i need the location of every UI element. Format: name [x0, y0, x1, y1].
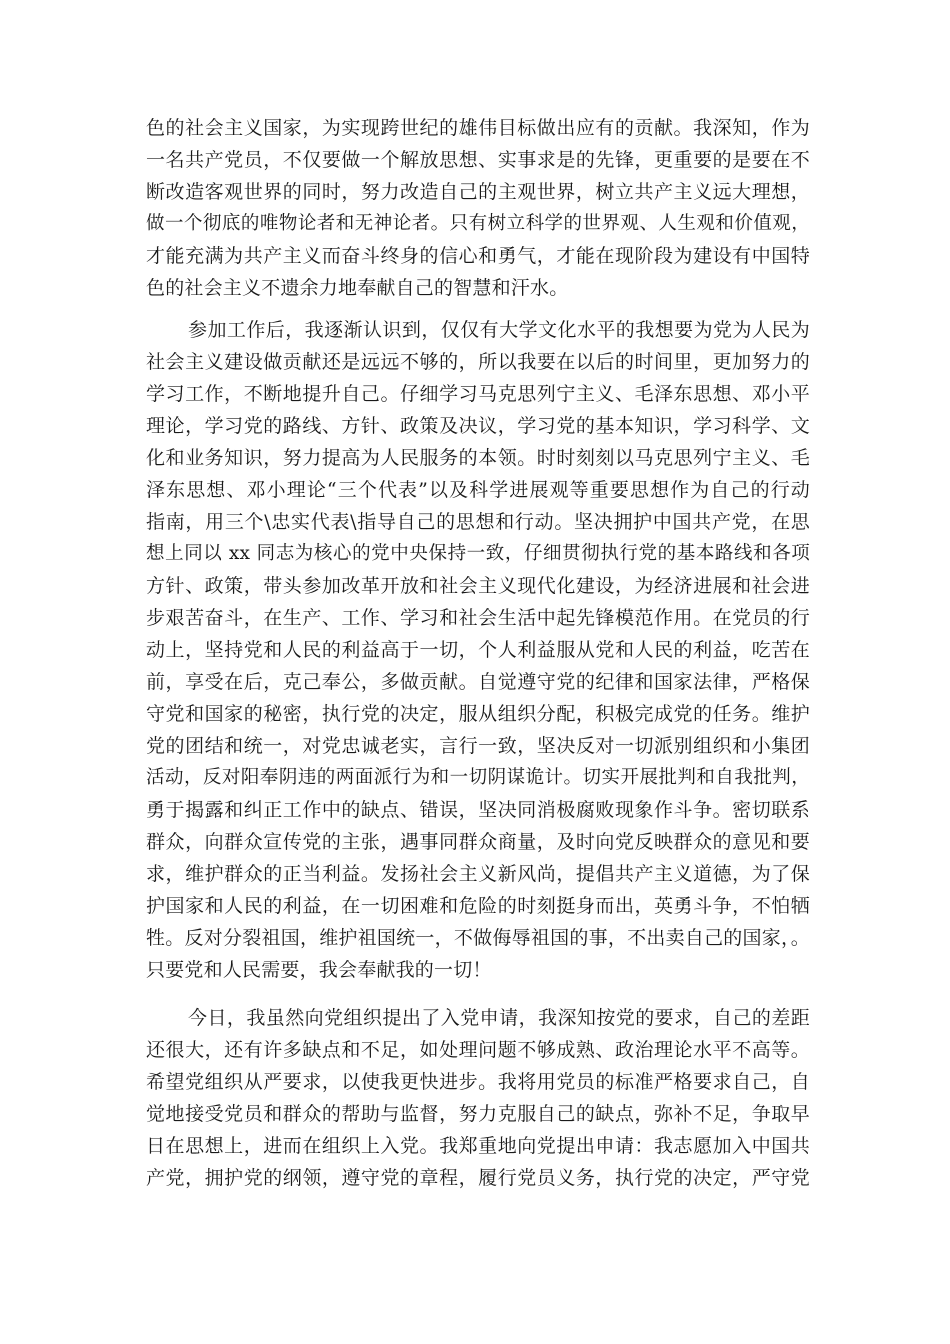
text-line: 今日，我虽然向党组织提出了入党申请，我深知按党的要求，自己的差距 [188, 1007, 810, 1029]
text-line: 求，维护群众的正当利益。发扬社会主义新风尚，提倡共产主义道德，为了保 [146, 863, 810, 885]
text-line: 学习工作，不断地提升自己。仔细学习马克思列宁主义、毛泽东思想、邓小平 [146, 383, 810, 405]
text-line: 希望党组织从严要求，以使我更快进步。我将用党员的标准严格要求自己，自 [146, 1071, 810, 1093]
text-line: 理论，学习党的路线、方针、政策及决议，学习党的基本知识，学习科学、文 [146, 415, 810, 437]
text-line: 一名共产党员，不仅要做一个解放思想、实事求是的先锋，更重要的是要在不 [146, 149, 810, 171]
text-line: 护国家和人民的利益，在一切困难和危险的时刻挺身而出，英勇斗争，不怕牺 [146, 895, 810, 917]
text-line: 社会主义建设做贡献还是远远不够的，所以我要在以后的时间里，更加努力的 [146, 351, 810, 373]
text-line: 指南，用三个\忠实代表\指导自己的思想和行动。坚决拥护中国共产党，在思 [146, 511, 810, 533]
text-line: 群众，向群众宣传党的主张，遇事同群众商量，及时向党反映群众的意见和要 [146, 831, 810, 853]
text-line: 只要党和人民需要，我会奉献我的一切！ [146, 959, 492, 981]
text-line: 方针、政策，带头参加改革开放和社会主义现代化建设，为经济进展和社会进 [146, 575, 810, 597]
text-line: 还很大，还有许多缺点和不足，如处理问题不够成熟、政治理论水平不高等。 [146, 1039, 810, 1061]
text-line: 断改造客观世界的同时，努力改造自己的主观世界，树立共产主义远大理想， [146, 181, 810, 203]
text-line: 党的团结和统一，对党忠诚老实，言行一致，坚决反对一切派别组织和小集团 [146, 735, 810, 757]
text-line: 产党，拥护党的纲领，遵守党的章程，履行党员义务，执行党的决定，严守党 [146, 1167, 810, 1189]
text-line: 才能充满为共产主义而奋斗终身的信心和勇气，才能在现阶段为建设有中国特 [146, 245, 810, 267]
text-line: 前，享受在后，克己奉公，多做贡献。自觉遵守党的纪律和国家法律，严格保 [146, 671, 810, 693]
paragraph-2 [146, 314, 810, 986]
text-line: 做一个彻底的唯物论者和无神论者。只有树立科学的世界观、人生观和价值观， [146, 213, 810, 234]
text-line: 日在思想上，进而在组织上入党。我郑重地向党提出申请：我志愿加入中国共 [146, 1135, 810, 1157]
text-line: 动上，坚持党和人民的利益高于一切，个人利益服从党和人民的利益，吃苦在 [146, 639, 810, 661]
text-line: 参加工作后，我逐渐认识到，仅仅有大学文化水平的我想要为党为人民为 [188, 319, 810, 341]
text-line: 化和业务知识，努力提高为人民服务的本领。时时刻刻以马克思列宁主义、毛 [146, 447, 810, 469]
paragraph-3 [146, 1002, 810, 1194]
text-line: 想上同以 xx 同志为核心的党中央保持一致，仔细贯彻执行党的基本路线和各项 [146, 543, 810, 564]
text-line: 牲。反对分裂祖国，维护祖国统一，不做侮辱祖国的事，不出卖自己的国家，。 [146, 927, 810, 949]
paragraph-1 [146, 112, 810, 304]
text-line: 守党和国家的秘密，执行党的决定，服从组织分配，积极完成党的任务。维护 [146, 703, 810, 725]
text-line: 活动，反对阳奉阴违的两面派行为和一切阴谋诡计。切实开展批判和自我批判， [146, 767, 810, 788]
text-line: 色的社会主义不遗余力地奉献自己的智慧和汗水。 [146, 277, 569, 299]
text-line: 勇于揭露和纠正工作中的缺点、错误，坚决同消极腐败现象作斗争。密切联系 [146, 799, 810, 821]
text-line: 觉地接受党员和群众的帮助与监督，努力克服自己的缺点，弥补不足，争取早 [146, 1103, 810, 1125]
text-line: 色的社会主义国家，为实现跨世纪的雄伟目标做出应有的贡献。我深知，作为 [146, 117, 810, 139]
text-line: 泽东思想、邓小理论“三个代表”以及科学进展观等重要思想作为自己的行动 [146, 479, 810, 501]
text-line: 步艰苦奋斗，在生产、工作、学习和社会生活中起先锋模范作用。在党员的行 [146, 607, 810, 629]
